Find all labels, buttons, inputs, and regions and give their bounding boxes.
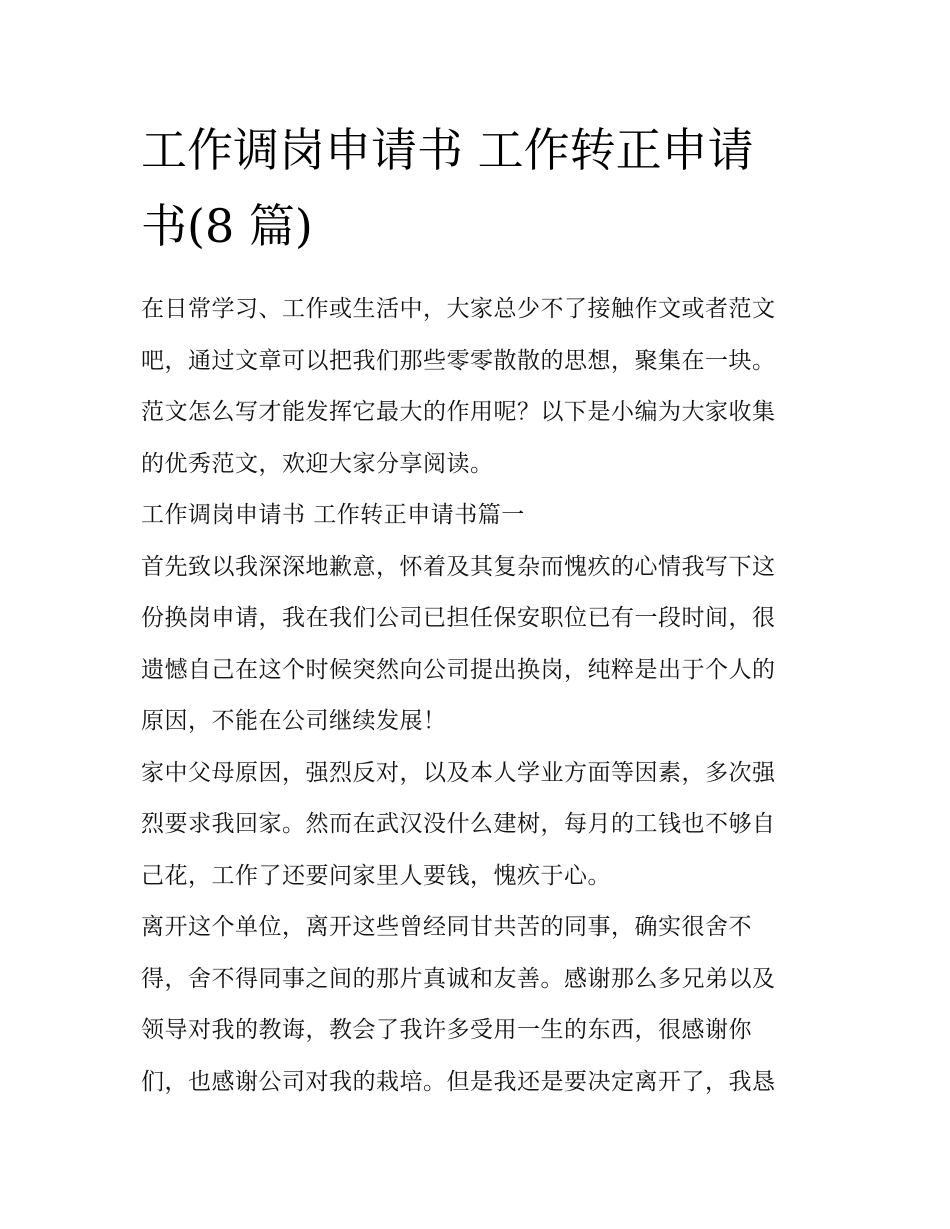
text-line: 家中父母原因，强烈反对，以及本人学业方面等因素，多次强 — [141, 759, 776, 786]
text-line: 吧，通过文章可以把我们那些零零散散的思想，聚集在一块。 — [141, 347, 776, 374]
body-paragraph — [141, 748, 813, 903]
text-line: 领导对我的教诲，教会了我许多受用一生的东西，很感谢你 — [141, 1017, 752, 1043]
text-line: 遗憾自己在这个时候突然向公司提出换岗，纯粹是出于个人的 — [141, 656, 776, 683]
title-line: 工作调岗申请书 工作转正申请 — [141, 123, 754, 177]
document-page — [141, 112, 813, 1108]
title-line: 书(8 篇) — [141, 199, 313, 253]
section-heading — [141, 490, 813, 542]
document-body — [141, 284, 813, 1108]
text-line: 范文怎么写才能发挥它最大的作用呢？以下是小编为大家收集 — [141, 399, 776, 425]
text-line: 己花，工作了还要问家里人要钱，愧疚于心。 — [141, 862, 611, 889]
text-line: 得，舍不得同事之间的那片真诚和友善。感谢那么多兄弟以及 — [141, 965, 776, 992]
text-line: 们，也感谢公司对我的栽培。但是我还是要决定离开了，我恳 — [141, 1068, 776, 1095]
text-line: 离开这个单位，离开这些曾经同甘共苦的同事，确实很舍不 — [141, 914, 752, 940]
text-line: 的优秀范文，欢迎大家分享阅读。 — [141, 450, 494, 477]
text-line: 在日常学习、工作或生活中，大家总少不了接触作文或者范文 — [141, 296, 776, 322]
text-line: 首先致以我深深地歉意，怀着及其复杂而愧疚的心情我写下这 — [141, 553, 776, 580]
text-line: 原因，不能在公司继续发展！ — [141, 708, 447, 734]
text-line: 份换岗申请，我在我们公司已担任保安职位已有一段时间，很 — [141, 605, 776, 631]
body-paragraph — [141, 542, 813, 748]
text-line: 工作调岗申请书 工作转正申请书篇一 — [141, 502, 525, 528]
intro-paragraph — [141, 284, 813, 490]
document-title — [141, 112, 813, 264]
body-paragraph — [141, 902, 813, 1108]
text-line: 烈要求我回家。然而在武汉没什么建树，每月的工钱也不够自 — [141, 811, 776, 837]
